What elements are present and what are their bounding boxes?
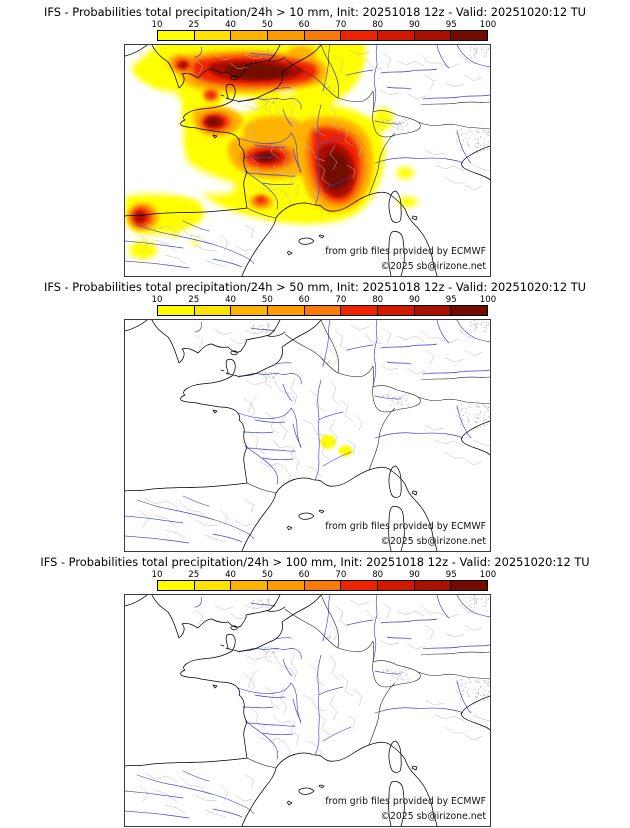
colorbar-tick: 60 bbox=[298, 570, 310, 580]
colorbar-ticks bbox=[151, 570, 497, 580]
colorbar-bar bbox=[157, 580, 488, 591]
colorbar-bar bbox=[157, 305, 488, 316]
colorbar-tick: 70 bbox=[335, 570, 347, 580]
colorbar-tick: 70 bbox=[335, 20, 347, 30]
colorbar-tick: 50 bbox=[261, 20, 273, 30]
colorbar-tick: 40 bbox=[225, 295, 237, 305]
colorbar-tick: 95 bbox=[445, 295, 457, 305]
colorbar-tick: 60 bbox=[298, 20, 310, 30]
attribution-line2: ©2025 sb@irizone.net bbox=[380, 811, 486, 822]
colorbar-tick: 10 bbox=[151, 570, 163, 580]
colorbar-tick: 90 bbox=[408, 295, 420, 305]
colorbar-tick: 40 bbox=[225, 20, 237, 30]
colorbar-tick: 100 bbox=[479, 295, 497, 305]
panel-10mm bbox=[0, 2, 630, 277]
colorbar-tick: 40 bbox=[225, 570, 237, 580]
colorbar-tick: 80 bbox=[372, 295, 384, 305]
colorbar-segment bbox=[415, 581, 452, 590]
colorbar-segment bbox=[158, 306, 195, 315]
colorbar bbox=[151, 570, 497, 591]
colorbar-tick: 95 bbox=[445, 20, 457, 30]
colorbar-tick: 10 bbox=[151, 295, 163, 305]
colorbar-segment bbox=[341, 581, 378, 590]
colorbar-segment bbox=[195, 31, 232, 40]
colorbar bbox=[151, 295, 497, 316]
map-canvas-100mm bbox=[125, 595, 490, 826]
colorbar-tick: 80 bbox=[372, 20, 384, 30]
colorbar-segment bbox=[341, 31, 378, 40]
attribution-line2: ©2025 sb@irizone.net bbox=[380, 261, 486, 272]
colorbar-segment bbox=[451, 306, 487, 315]
colorbar-tick: 60 bbox=[298, 295, 310, 305]
colorbar-tick: 80 bbox=[372, 570, 384, 580]
colorbar-segment bbox=[305, 581, 342, 590]
colorbar-bar bbox=[157, 30, 488, 41]
attribution-line2: ©2025 sb@irizone.net bbox=[380, 536, 486, 547]
map-canvas-50mm bbox=[125, 320, 490, 551]
colorbar-tick: 25 bbox=[188, 295, 200, 305]
panel-100mm bbox=[0, 552, 630, 827]
colorbar-segment bbox=[378, 581, 415, 590]
map-100mm bbox=[124, 594, 491, 827]
panel-title: IFS - Probabilities total precipitation/24h > 50 mm, Init: 20251018 12z - Valid: 20251020:12 TU bbox=[43, 280, 587, 294]
colorbar-segment bbox=[195, 306, 232, 315]
colorbar-tick: 25 bbox=[188, 20, 200, 30]
colorbar-ticks bbox=[151, 20, 497, 30]
colorbar-segment bbox=[378, 31, 415, 40]
panel-50mm bbox=[0, 277, 630, 552]
colorbar-tick: 25 bbox=[188, 570, 200, 580]
map-canvas-10mm bbox=[125, 45, 490, 276]
colorbar-segment bbox=[268, 31, 305, 40]
colorbar-segment bbox=[158, 581, 195, 590]
attribution-line1: from grib files provided by ECMWF bbox=[325, 246, 486, 257]
colorbar-tick: 10 bbox=[151, 20, 163, 30]
colorbar-segment bbox=[378, 306, 415, 315]
colorbar-segment bbox=[305, 306, 342, 315]
colorbar-segment bbox=[158, 31, 195, 40]
colorbar bbox=[151, 20, 497, 41]
panel-title: IFS - Probabilities total precipitation/24h > 100 mm, Init: 20251018 12z - Valid: 20251020:12 TU bbox=[40, 555, 590, 569]
colorbar-segment bbox=[415, 31, 452, 40]
colorbar-segment bbox=[195, 581, 232, 590]
colorbar-segment bbox=[305, 31, 342, 40]
colorbar-tick: 50 bbox=[261, 570, 273, 580]
panel-title: IFS - Probabilities total precipitation/24h > 10 mm, Init: 20251018 12z - Valid: 20251020:12 TU bbox=[43, 5, 587, 19]
colorbar-tick: 95 bbox=[445, 570, 457, 580]
colorbar-tick: 50 bbox=[261, 295, 273, 305]
colorbar-segment bbox=[415, 306, 452, 315]
colorbar-segment bbox=[231, 581, 268, 590]
colorbar-tick: 70 bbox=[335, 295, 347, 305]
attribution-line1: from grib files provided by ECMWF bbox=[325, 521, 486, 532]
colorbar-segment bbox=[231, 306, 268, 315]
colorbar-segment bbox=[451, 581, 487, 590]
map-50mm bbox=[124, 319, 491, 552]
colorbar-tick: 90 bbox=[408, 570, 420, 580]
colorbar-segment bbox=[268, 306, 305, 315]
colorbar-segment bbox=[341, 306, 378, 315]
colorbar-segment bbox=[268, 581, 305, 590]
colorbar-segment bbox=[451, 31, 487, 40]
colorbar-tick: 100 bbox=[479, 20, 497, 30]
colorbar-segment bbox=[231, 31, 268, 40]
colorbar-ticks bbox=[151, 295, 497, 305]
map-10mm bbox=[124, 44, 491, 277]
attribution-line1: from grib files provided by ECMWF bbox=[325, 796, 486, 807]
colorbar-tick: 100 bbox=[479, 570, 497, 580]
colorbar-tick: 90 bbox=[408, 20, 420, 30]
